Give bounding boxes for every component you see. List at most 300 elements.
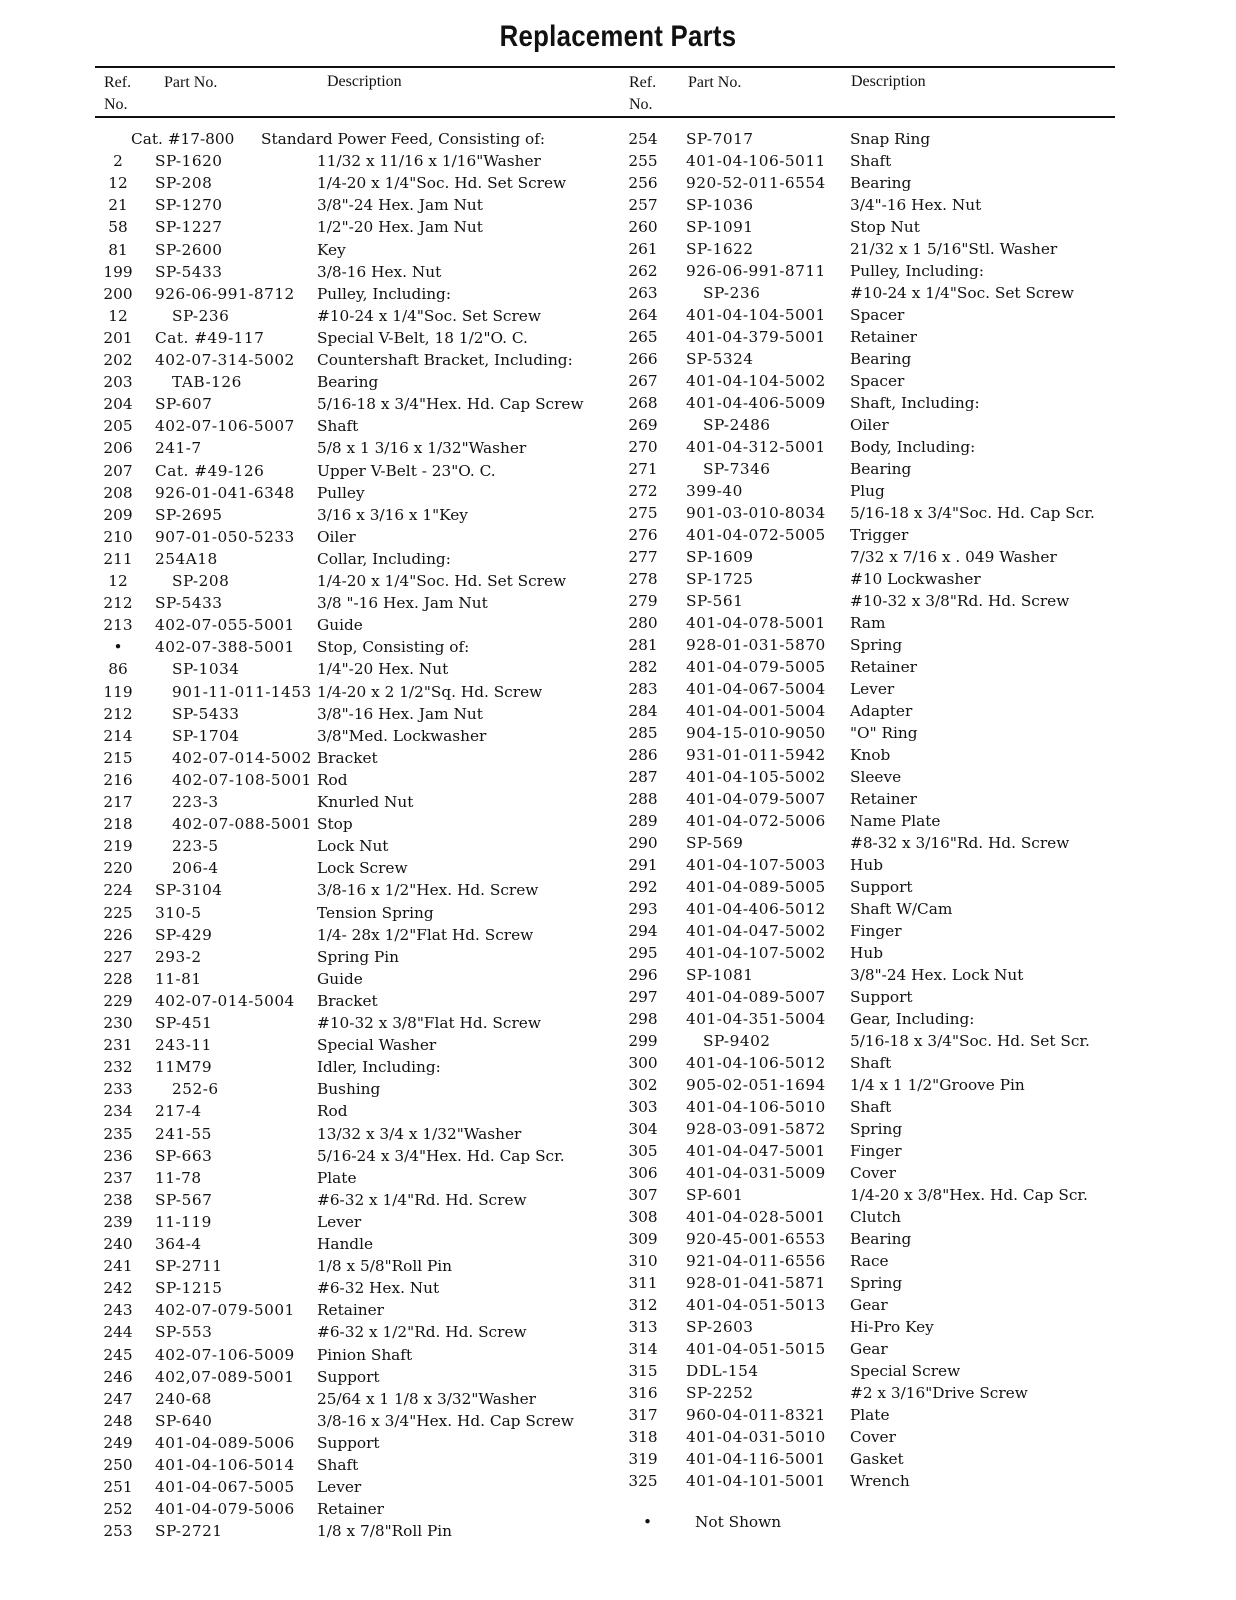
ref-number: 219 [103, 837, 133, 856]
part-number: 401-04-028-5001 [686, 1208, 826, 1226]
part-description: Bushing [317, 1080, 381, 1099]
part-number: 402-07-106-5009 [155, 1345, 295, 1364]
part-description: Collar, Including: [317, 549, 451, 568]
part-number: 905-02-051-1694 [686, 1076, 826, 1094]
part-number: 401-04-101-5001 [686, 1472, 826, 1490]
ref-number: 226 [103, 925, 133, 944]
part-number: 217-4 [155, 1102, 202, 1121]
part-number: SP-1036 [686, 196, 754, 214]
part-description: 21/32 x 1 5/16"Stl. Washer [850, 240, 1058, 258]
ref-number: 234 [103, 1102, 133, 1121]
part-description: Retainer [850, 328, 917, 346]
part-number: SP-553 [155, 1323, 213, 1342]
part-number: Cat. #49-126 [155, 461, 265, 480]
part-number: SP-1622 [686, 240, 754, 258]
part-description: Bearing [317, 373, 379, 392]
part-number: TAB-126 [172, 373, 242, 392]
ref-number: 211 [103, 549, 133, 568]
part-number: 243-11 [155, 1036, 212, 1055]
ref-number: 272 [628, 482, 658, 500]
ref-number: 289 [628, 812, 658, 830]
part-description: 3/4"-16 Hex. Nut [850, 196, 982, 214]
ref-number: 316 [628, 1384, 658, 1402]
ref-number: 209 [103, 505, 133, 524]
part-description: Bracket [317, 748, 378, 767]
part-description: 11/32 x 11/16 x 1/16"Washer [317, 152, 541, 171]
part-description: Spring [850, 636, 903, 654]
part-description: Plug [850, 482, 885, 500]
ref-number: 231 [103, 1036, 133, 1055]
part-description: 1/4- 28x 1/2"Flat Hd. Screw [317, 925, 534, 944]
part-description: Lock Screw [317, 859, 408, 878]
part-description: Shaft, Including: [850, 394, 980, 412]
part-description: 5/16-18 x 3/4"Soc. Hd. Set Scr. [850, 1032, 1090, 1050]
right-description-header: Description [851, 73, 926, 90]
part-number: 401-04-079-5007 [686, 790, 826, 808]
ref-number: 294 [628, 922, 658, 940]
part-number: 401-04-072-5005 [686, 526, 826, 544]
ref-number: 2 [113, 152, 123, 171]
part-number: 401-04-106-5010 [686, 1098, 826, 1116]
ref-number: 303 [628, 1098, 658, 1116]
footnote-text: Not Shown [695, 1513, 782, 1531]
ref-number: 288 [628, 790, 658, 808]
part-number: 907-01-050-5233 [155, 527, 295, 546]
part-description: Finger [850, 1142, 902, 1160]
part-number: SP-1227 [155, 218, 223, 237]
ref-number: 204 [103, 395, 133, 414]
part-description: 3/8-16 Hex. Nut [317, 262, 442, 281]
ref-number: 246 [103, 1367, 133, 1386]
part-number: 931-01-011-5942 [686, 746, 826, 764]
part-description: Trigger [850, 526, 909, 544]
catalog-caption-text: Standard Power Feed, Consisting of: [261, 130, 546, 148]
part-number: 11M79 [155, 1058, 213, 1077]
part-number: 401-04-001-5004 [686, 702, 826, 720]
ref-number: 308 [628, 1208, 658, 1226]
part-number: 926-01-041-6348 [155, 483, 295, 502]
part-description: Bearing [850, 1230, 912, 1248]
ref-number: 311 [628, 1274, 658, 1292]
part-number: 920-45-001-6553 [686, 1230, 826, 1248]
part-description: Shaft [850, 1054, 892, 1072]
ref-number: 215 [103, 748, 133, 767]
part-number: 401-04-106-5014 [155, 1456, 295, 1474]
part-description: 1/4-20 x 1/4"Soc. Hd. Set Screw [317, 174, 567, 193]
part-number: 252-6 [172, 1080, 219, 1099]
right-ref-header [629, 72, 656, 116]
part-number: SP-5433 [155, 594, 223, 613]
ref-number: 305 [628, 1142, 658, 1160]
part-description: 1/4-20 x 2 1/2"Sq. Hd. Screw [317, 682, 543, 701]
part-number: SP-5433 [172, 704, 240, 723]
ref-number: 263 [628, 284, 658, 302]
part-description: Spacer [850, 306, 905, 324]
part-description: #10 Lockwasher [850, 570, 981, 588]
part-number: 11-119 [155, 1212, 212, 1231]
part-description: Ram [850, 614, 886, 632]
part-description: Support [317, 1367, 380, 1386]
part-description: 1/4-20 x 3/8"Hex. Hd. Cap Scr. [850, 1186, 1088, 1204]
left-part-no-header: Part No. [164, 74, 218, 91]
part-number: 401-04-079-5006 [155, 1500, 295, 1519]
header-bottom-rule [95, 116, 1115, 118]
page-title: Replacement Parts [499, 20, 737, 53]
part-number: 402-07-014-5004 [155, 991, 295, 1010]
part-number: 402-07-014-5002 [172, 748, 312, 767]
part-number: SP-208 [172, 572, 230, 590]
ref-number: 86 [108, 660, 128, 679]
part-description: Clutch [850, 1208, 902, 1226]
part-number: SP-2600 [155, 240, 223, 259]
part-number: SP-2695 [155, 505, 223, 524]
ref-number: 217 [103, 793, 133, 811]
part-description: Retainer [317, 1301, 384, 1320]
part-description: 3/8"Med. Lockwasher [317, 726, 487, 745]
ref-number: 312 [628, 1296, 658, 1314]
part-number: 402-07-388-5001 [155, 638, 295, 657]
part-description: 5/8 x 1 3/16 x 1/32"Washer [317, 439, 527, 458]
part-number: 401-04-072-5006 [686, 812, 826, 830]
part-description: Hub [850, 944, 883, 962]
part-description: Tension Spring [317, 903, 434, 922]
ref-number: 225 [103, 903, 133, 922]
ref-header-line2: No. [629, 96, 653, 113]
right-parts-column [620, 128, 1120, 1508]
part-description: 1/2"-20 Hex. Jam Nut [317, 218, 483, 237]
part-description: 1/4-20 x 1/4"Soc. Hd. Set Screw [317, 572, 567, 590]
part-number: 401-04-051-5015 [686, 1340, 826, 1358]
ref-number: 218 [103, 815, 133, 834]
part-number: 921-04-011-6556 [686, 1252, 826, 1270]
ref-number: 276 [628, 526, 658, 544]
part-number: SP-236 [172, 306, 230, 325]
ref-number: 239 [103, 1212, 133, 1231]
part-description: Spring [850, 1274, 903, 1292]
part-description: Oiler [317, 527, 356, 546]
part-description: Oiler [850, 416, 889, 434]
part-description: 3/8"-24 Hex. Jam Nut [317, 196, 483, 215]
ref-number: 284 [628, 702, 658, 720]
part-description: Support [317, 1433, 380, 1452]
part-description: Name Plate [850, 812, 941, 830]
part-description: Upper V-Belt - 23"O. C. [317, 461, 496, 480]
part-number: 904-15-010-9050 [686, 724, 826, 742]
ref-number: 314 [628, 1340, 658, 1358]
ref-number: 287 [628, 768, 658, 786]
part-number: 401-04-067-5005 [155, 1478, 295, 1497]
left-parts-column [95, 128, 615, 1548]
ref-number: 252 [103, 1500, 133, 1519]
part-number: 11-78 [155, 1168, 202, 1187]
part-number: 401-04-107-5003 [686, 856, 826, 874]
part-number: 401-04-089-5005 [686, 878, 826, 896]
ref-number: 233 [103, 1080, 133, 1099]
ref-number: 58 [108, 218, 128, 237]
part-number: SP-1034 [172, 660, 240, 679]
ref-number: 237 [103, 1168, 133, 1187]
part-number: 401-04-078-5001 [686, 614, 826, 632]
ref-number: 299 [628, 1032, 658, 1050]
ref-number: 290 [628, 834, 658, 852]
ref-number: 214 [103, 726, 133, 745]
ref-number: 309 [628, 1230, 658, 1248]
ref-number: 229 [103, 991, 133, 1010]
part-number: 401-04-089-5006 [155, 1433, 295, 1452]
part-description: Snap Ring [850, 130, 931, 148]
part-description: Shaft [850, 1098, 892, 1116]
part-description: Bracket [317, 991, 378, 1010]
ref-number: 216 [103, 770, 133, 789]
ref-number: 325 [628, 1472, 658, 1490]
part-number: 241-7 [155, 439, 202, 458]
part-description: 13/32 x 3/4 x 1/32"Washer [317, 1124, 522, 1143]
ref-number: 313 [628, 1318, 658, 1336]
ref-number: 319 [628, 1450, 658, 1468]
part-description: #10-32 x 3/8"Flat Hd. Screw [317, 1014, 541, 1032]
right-part-no-header: Part No. [688, 74, 742, 91]
part-description: #10-32 x 3/8"Rd. Hd. Screw [850, 592, 1070, 610]
ref-number: 291 [628, 856, 658, 874]
ref-number: 260 [628, 218, 658, 236]
ref-number: 224 [103, 881, 133, 900]
ref-number: 238 [103, 1190, 133, 1209]
part-description: Pinion Shaft [317, 1345, 413, 1364]
part-number: 401-04-379-5001 [686, 328, 826, 346]
part-description: Lever [317, 1478, 362, 1497]
part-number: 401-04-067-5004 [686, 680, 826, 698]
part-number: 310-5 [155, 903, 202, 922]
part-number: 206-4 [172, 859, 219, 878]
ref-number: 266 [628, 350, 658, 368]
ref-number: 232 [103, 1058, 133, 1077]
ref-number: 210 [103, 527, 133, 546]
part-number: 901-11-011-1453 [172, 682, 312, 701]
part-description: "O" Ring [850, 724, 918, 742]
part-number: 401-04-107-5002 [686, 944, 826, 962]
ref-number: 275 [628, 504, 658, 522]
part-description: Support [850, 988, 913, 1006]
part-description: Shaft W/Cam [850, 900, 953, 918]
ref-number: 119 [103, 682, 133, 701]
ref-number: 292 [628, 878, 658, 896]
ref-number: 253 [103, 1522, 133, 1541]
ref-number: 203 [103, 373, 133, 392]
part-number: 402-07-106-5007 [155, 417, 295, 436]
ref-number: 281 [628, 636, 658, 654]
part-number: 223-3 [172, 793, 219, 811]
part-number: 402-07-108-5001 [172, 770, 312, 789]
ref-number: 271 [628, 460, 658, 478]
part-description: Retainer [317, 1500, 384, 1519]
ref-number: 212 [103, 594, 133, 613]
ref-header-line1: Ref. [104, 74, 132, 91]
part-description: Shaft [850, 152, 892, 170]
ref-number: 298 [628, 1010, 658, 1028]
part-description: Lever [317, 1212, 362, 1231]
part-description: 3/8"-24 Hex. Lock Nut [850, 966, 1024, 984]
part-number: SP-451 [155, 1014, 213, 1032]
ref-number: 244 [103, 1323, 133, 1342]
part-number: 926-06-991-8711 [686, 262, 826, 280]
footnote-symbol: • [643, 1513, 653, 1531]
part-description: #6-32 x 1/4"Rd. Hd. Screw [317, 1190, 527, 1209]
ref-number: 12 [108, 306, 128, 325]
ref-number: 227 [103, 947, 133, 966]
part-number: 401-04-406-5009 [686, 394, 826, 412]
part-number: SP-607 [155, 395, 213, 414]
part-number: 401-04-031-5010 [686, 1428, 826, 1446]
part-description: Cover [850, 1164, 896, 1182]
part-description: 3/8-16 x 3/4"Hex. Hd. Cap Screw [317, 1411, 574, 1430]
ref-number: 310 [628, 1252, 658, 1270]
part-number: 364-4 [155, 1235, 202, 1253]
header-top-rule [95, 66, 1115, 68]
part-number: SP-567 [155, 1190, 213, 1209]
part-description: #10-24 x 1/4"Soc. Set Screw [317, 306, 541, 325]
part-number: 401-04-051-5013 [686, 1296, 826, 1314]
ref-number: 240 [103, 1235, 133, 1253]
part-number: 401-04-047-5002 [686, 922, 826, 940]
ref-number: 296 [628, 966, 658, 984]
part-number: 401-04-079-5005 [686, 658, 826, 676]
part-number: 293-2 [155, 947, 202, 966]
ref-number: • [113, 638, 123, 657]
part-number: SP-663 [155, 1146, 213, 1165]
part-description: 3/16 x 3/16 x 1"Key [317, 505, 468, 524]
ref-number: 201 [103, 328, 133, 347]
part-number: 401-04-312-5001 [686, 438, 826, 456]
part-description: 25/64 x 1 1/8 x 3/32"Washer [317, 1389, 536, 1408]
part-description: Special Washer [317, 1036, 437, 1055]
part-number: SP-1725 [686, 570, 754, 588]
part-description: Stop [317, 815, 353, 834]
part-number: SP-1620 [155, 152, 223, 171]
ref-number: 205 [103, 417, 133, 436]
part-number: 399-40 [686, 482, 743, 500]
part-number: SP-9402 [703, 1032, 771, 1050]
part-description: Gasket [850, 1450, 904, 1468]
ref-number: 243 [103, 1301, 133, 1320]
part-description: Countershaft Bracket, Including: [317, 351, 573, 369]
ref-number: 280 [628, 614, 658, 632]
catalog-number: Cat. #17-800 [131, 130, 235, 148]
part-number: 401-04-047-5001 [686, 1142, 826, 1160]
ref-number: 282 [628, 658, 658, 676]
part-description: Bearing [850, 174, 912, 192]
ref-header-line2: No. [104, 96, 128, 113]
part-number: 928-01-041-5871 [686, 1274, 826, 1292]
ref-number: 293 [628, 900, 658, 918]
part-description: Hi-Pro Key [850, 1318, 934, 1336]
part-number: 401-04-089-5007 [686, 988, 826, 1006]
part-number: 401-04-351-5004 [686, 1010, 826, 1028]
ref-number: 264 [628, 306, 658, 324]
ref-number: 262 [628, 262, 658, 280]
part-number: 401-04-116-5001 [686, 1450, 826, 1468]
part-number: 241-55 [155, 1124, 212, 1143]
part-description: 3/8-16 x 1/2"Hex. Hd. Screw [317, 881, 539, 900]
ref-number: 208 [103, 483, 133, 502]
part-number: 223-5 [172, 837, 219, 856]
left-description-header: Description [327, 73, 402, 90]
ref-number: 21 [108, 196, 128, 215]
part-number: SP-2603 [686, 1318, 754, 1336]
part-number: 402-07-055-5001 [155, 616, 295, 635]
part-description: Support [850, 878, 913, 896]
part-description: Pulley, Including: [850, 262, 985, 280]
part-description: Adapter [850, 702, 913, 720]
part-description: Pulley [317, 483, 365, 502]
part-description: Lock Nut [317, 837, 389, 856]
ref-number: 270 [628, 438, 658, 456]
ref-header-line1: Ref. [629, 74, 657, 91]
part-description: 5/16-18 x 3/4"Soc. Hd. Cap Scr. [850, 504, 1095, 522]
part-number: SP-1215 [155, 1279, 223, 1298]
ref-number: 200 [103, 284, 133, 303]
part-description: 1/8 x 5/8"Roll Pin [317, 1257, 453, 1276]
part-number: 401-04-104-5002 [686, 372, 826, 390]
part-description: Knurled Nut [317, 793, 414, 811]
part-description: Spacer [850, 372, 905, 390]
ref-number: 286 [628, 746, 658, 764]
part-description: Spring Pin [317, 947, 400, 966]
part-number: SP-1091 [686, 218, 754, 236]
part-description: Finger [850, 922, 902, 940]
part-description: Bearing [850, 460, 912, 478]
part-description: Gear [850, 1296, 888, 1314]
ref-number: 228 [103, 969, 133, 988]
part-description: Body, Including: [850, 438, 976, 456]
ref-number: 278 [628, 570, 658, 588]
ref-number: 279 [628, 592, 658, 610]
part-description: Gear [850, 1340, 888, 1358]
part-description: 5/16-18 x 3/4"Hex. Hd. Cap Screw [317, 395, 584, 414]
ref-number: 269 [628, 416, 658, 434]
part-description: #6-32 x 1/2"Rd. Hd. Screw [317, 1323, 527, 1342]
ref-number: 268 [628, 394, 658, 412]
part-description: Knob [850, 746, 891, 764]
left-ref-header [104, 72, 131, 116]
part-description: Bearing [850, 350, 912, 368]
part-number: 960-04-011-8321 [686, 1406, 826, 1424]
part-description: #8-32 x 3/16"Rd. Hd. Screw [850, 834, 1070, 852]
ref-number: 285 [628, 724, 658, 742]
part-number: 928-03-091-5872 [686, 1120, 826, 1138]
ref-number: 317 [628, 1406, 658, 1424]
part-number: 401-04-105-5002 [686, 768, 826, 786]
part-description: Special Screw [850, 1362, 961, 1380]
part-description: Guide [317, 616, 363, 635]
part-number: SP-5433 [155, 262, 223, 281]
part-number: SP-236 [703, 284, 761, 302]
ref-number: 206 [103, 439, 133, 458]
part-description: 3/8 "-16 Hex. Jam Nut [317, 594, 488, 613]
part-number: SP-1609 [686, 548, 754, 566]
part-number: 928-01-031-5870 [686, 636, 826, 654]
part-number: 402-07-079-5001 [155, 1301, 295, 1320]
ref-number: 257 [628, 196, 658, 214]
part-description: 7/32 x 7/16 x . 049 Washer [850, 548, 1057, 566]
ref-number: 304 [628, 1120, 658, 1138]
part-number: 901-03-010-8034 [686, 504, 826, 522]
part-description: 1/4"-20 Hex. Nut [317, 660, 449, 679]
part-description: 1/4 x 1 1/2"Groove Pin [850, 1076, 1025, 1094]
ref-number: 283 [628, 680, 658, 698]
ref-number: 249 [103, 1433, 133, 1452]
ref-number: 307 [628, 1186, 658, 1204]
ref-number: 212 [103, 704, 133, 723]
